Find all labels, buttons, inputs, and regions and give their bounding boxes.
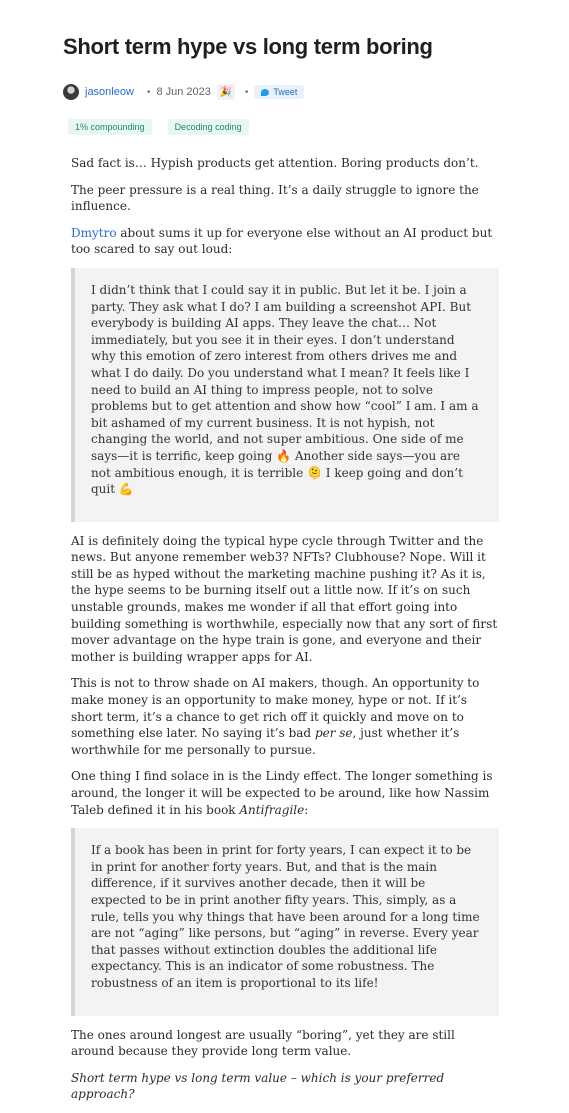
author-link[interactable]: jasonleow [85,86,134,98]
closing-question: Short term hype vs long term value – which is your preferred approach? [71,1070,445,1102]
post-meta [63,82,304,102]
separator-dot: • [244,86,249,98]
paragraph: Dmytro about sums it up for everyone else without an AI product but too scared to say out loud: [71,225,493,257]
paragraph: One thing I find solace in is the Lindy effect. The longer something is around, the longer it will be expected to be around, like how Nassim Taleb defined it in his book Antifragile: [71,769,493,817]
avatar[interactable] [63,84,79,100]
quote-taleb [71,828,499,1015]
twitter-icon [261,89,269,96]
reaction-badge[interactable]: 🎉 [217,84,235,100]
paragraph: AI is definitely doing the typical hype cycle through Twitter and the news. But anyone remember web3? NFTs? Clubhouse? Nope. Will it still be as hyped without the marketing machine pushing it? As it is, the hype seems to be burning itself out a little now. If it’s on such unstable grounds, makes me wonder if all that effort going into building something is worthwhile, especially now that any sort of first mover advantage on the hype train is gone, and everyone and their mother is building wrapper apps for AI. [71,533,498,664]
post-date: 8 Jun 2023 [156,86,211,98]
separator-dot: • [146,86,151,98]
tag-decoding-coding[interactable]: Decoding coding [168,119,249,135]
tag-compounding[interactable]: 1% compounding [68,119,152,135]
paragraph: Sad fact is… Hypish products get attention. Boring products don’t. [71,156,479,170]
tweet-button[interactable] [254,85,304,99]
dmytro-link[interactable]: Dmytro [71,225,117,240]
post-title: Short term hype vs long term boring [63,34,433,59]
quote-dmytro [71,268,499,522]
post-body [71,155,499,1113]
quote-text: I didn’t think that I could say it in public. But let it be. I join a party. They ask what I do? I am building a screenshot API. But everybody is building AI apps. They leave the chat… Not immediately, but you see it in their eyes. I don’t understand why this emotion of zero interest from others drives me and what I do daily. Do you understand what I mean? It feels like I need to build an AI thing to impress people, not to solve problems but to get attention and show how “cool” I am. I am a bit ashamed of my current business. It is not hypish, not changing the world, and not super ambitious. One side of me says—it is terrific, keep going 🔥 Another side says—you are not ambitious enough, it is terrible 🫠 I keep going and don’t quit 💪 [91,282,479,497]
tag-list [68,119,249,135]
paragraph: The peer pressure is a real thing. It’s a daily struggle to ignore the influence. [71,182,479,214]
tweet-label: Tweet [273,87,298,97]
paragraph: The ones around longest are usually “boring”, yet they are still around because they provide long term value. [71,1027,455,1059]
paragraph: This is not to throw shade on AI makers, though. An opportunity to make money is an opportunity to make money, hype or not. If it’s short term, it’s a chance to get rich off it quickly and move on to something else later. No saying it’s bad per se, just whether it’s worthwhile for me personally to pursue. [71,676,480,757]
quote-text: If a book has been in print for forty years, I can expect it to be in print for another forty years. But, and that is the main difference, if it survives another decade, then it will be expected to be in print another fifty years. This, simply, as a rule, tells you why things that have been around for a long time are not “aging” like persons, but “aging” in reverse. Every year that passes without extinction doubles the additional life expectancy. This is an indicator of some robustness. The robustness of an item is proportional to its life! [91,843,480,990]
